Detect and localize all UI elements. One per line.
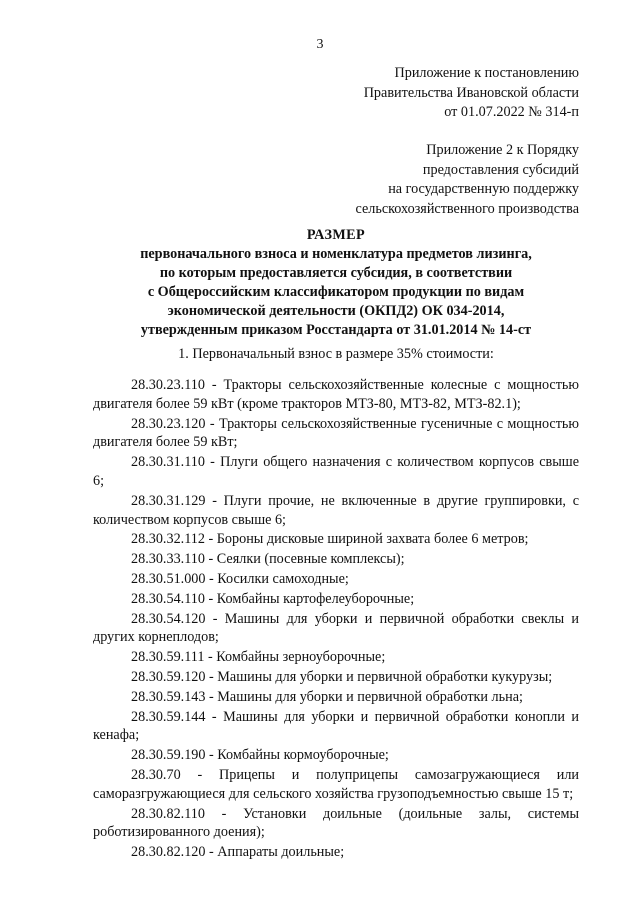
appendix-procedure-line: на государственную поддержку: [388, 181, 579, 197]
appendix-procedure-line: сельскохозяйственного производства: [355, 200, 579, 217]
title-line: первоначального взноса и номенклатура предметов лизинга,: [140, 246, 532, 262]
section-intro: 1. Первоначальный взнос в размере 35% стоимости:: [178, 346, 494, 362]
title-line: экономической деятельности (ОКПД2) ОК 034-2014,: [167, 303, 505, 319]
appendix-procedure-block: [356, 141, 579, 219]
list-item: 28.30.23.120 - Тракторы сельскохозяйственные гусеничные с мощностью двигателя более 59 кВт;: [93, 415, 579, 451]
title-line: утвержденным приказом Росстандарта от 31.01.2014 № 14-ст: [140, 322, 532, 338]
list-item: 28.30.70 - Прицепы и полуприцепы самозагружающиеся или саморазгружающиеся для сельского хозяйства грузоподъемностью свыше 15 т;: [93, 766, 579, 802]
list-item: 28.30.54.120 - Машины для уборки и первичной обработки свеклы и других корнеплодов;: [93, 610, 579, 646]
appendix-resolution-line: Приложение к постановлению: [394, 65, 579, 81]
list-item: 28.30.59.144 - Машины для уборки и первичной обработки конопли и кенафа;: [93, 708, 579, 744]
list-item: 28.30.23.110 - Тракторы сельскохозяйственные колесные с мощностью двигателя более 59 кВт (кроме тракторов МТЗ-80, МТЗ-82, МТЗ-82.1);: [93, 377, 579, 412]
list-item: 28.30.59.111 - Комбайны зерноуборочные;: [131, 649, 386, 666]
title-line: с Общероссийским классификатором продукции по видам: [147, 284, 525, 300]
appendix-resolution-line: от 01.07.2022 № 314-п: [444, 104, 579, 120]
list-item: 28.30.31.110 - Плуги общего назначения с количеством корпусов свыше 6;: [93, 454, 579, 489]
document-title: [93, 226, 579, 340]
list-item: 28.30.59.143 - Машины для уборки и первичной обработки льна;: [131, 688, 523, 705]
appendix-resolution-line: Правительства Ивановской области: [363, 84, 579, 101]
list-item: 28.30.59.190 - Комбайны кормоуборочные;: [131, 747, 389, 764]
list-item: 28.30.31.129 - Плуги прочие, не включенные в другие группировки, с количеством корпусов свыше 6;: [93, 492, 579, 528]
list-item: 28.30.51.000 - Косилки самоходные;: [131, 570, 349, 587]
appendix-resolution-block: [364, 64, 579, 123]
list-item: 28.30.82.120 - Аппараты доильные;: [131, 844, 345, 861]
leasing-items-list: [93, 376, 579, 862]
appendix-procedure-line: предоставления субсидий: [422, 161, 579, 178]
list-item: 28.30.32.112 - Бороны дисковые шириной захвата более 6 метров;: [131, 531, 529, 548]
list-item: 28.30.59.120 - Машины для уборки и первичной обработки кукурузы;: [131, 668, 553, 685]
title-line: по которым предоставляется субсидия, в соответствии: [159, 265, 513, 281]
title-heading: РАЗМЕР: [306, 227, 366, 243]
list-item: 28.30.33.110 - Сеялки (посевные комплексы);: [131, 551, 405, 568]
list-item: 28.30.54.110 - Комбайны картофелеуборочные;: [131, 590, 415, 607]
appendix-procedure-line: Приложение 2 к Порядку: [426, 142, 579, 158]
page-number: 3: [316, 37, 324, 52]
list-item: 28.30.82.110 - Установки доильные (доильные залы, системы роботизированного доения);: [93, 805, 579, 841]
